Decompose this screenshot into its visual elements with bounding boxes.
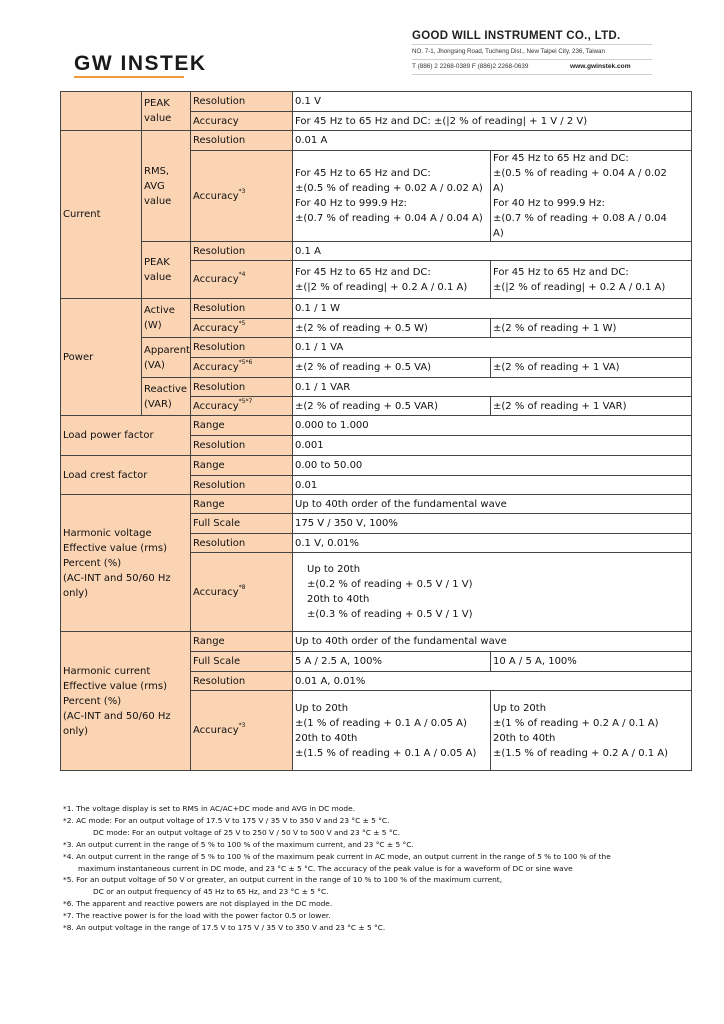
sub-peak-current: PEAK value xyxy=(142,242,191,299)
row-label: Accuracy xyxy=(191,112,293,131)
accuracy-col1: For 45 Hz to 65 Hz and DC: ±(0.5 % of reading + 0.02 A / 0.02 A) For 40 Hz to 999.9 Hz: ±(0.7 % of reading + 0.04 A / 0.04 A) xyxy=(293,151,491,242)
category-load-power-factor: Load power factor xyxy=(61,416,191,456)
row-value: 0.01 xyxy=(293,476,692,495)
footnote: *5. For an output voltage of 50 V or greater, an output current in the range of 10 % to 100 % of the maximum current, xyxy=(63,875,503,885)
footnote: DC or an output frequency of 45 Hz to 65 Hz, and 23 °C ± 5 °C. xyxy=(93,887,329,897)
row-label: Accuracy$^{*8}$ xyxy=(191,553,293,632)
accuracy-col2: Up to 20th ±(1 % of reading + 0.2 A / 0.1 A) 20th to 40th ±(1.5 % of reading + 0.2 A / 0.1 A) xyxy=(491,691,692,771)
row-label: Resolution xyxy=(191,92,293,112)
row-value: 0.1 / 1 W xyxy=(293,299,692,319)
row-label: Accuracy$^{*3}$ xyxy=(191,691,293,771)
header-divider xyxy=(412,44,652,45)
accuracy-col1: For 45 Hz to 65 Hz and DC: ±(|2 % of reading| + 0.2 A / 0.1 A) xyxy=(293,261,491,299)
fullscale-col1: 5 A / 2.5 A, 100% xyxy=(293,652,491,672)
footnotes xyxy=(63,803,611,934)
logo-accent-bar xyxy=(74,76,184,78)
row-value: 0.1 V xyxy=(293,92,692,112)
row-value: 0.01 A, 0.01% xyxy=(293,672,692,691)
row-label: Accuracy$^{*4}$ xyxy=(191,261,293,299)
footnote: maximum instantaneous current in DC mode, and 23 °C ± 5 °C. The accuracy of the peak value is for a waveform of DC or sine wave xyxy=(78,863,573,873)
accuracy-col2: For 45 Hz to 65 Hz and DC: ±(|2 % of reading| + 0.2 A / 0.1 A) xyxy=(491,261,692,299)
row-value: Up to 40th order of the fundamental wave xyxy=(293,495,692,514)
footnote: *4. An output current in the range of 5 % to 100 % of the maximum peak current in AC mode, an output current in the range of 5 % to 100 % of the xyxy=(63,851,611,861)
row-value: 0.01 A xyxy=(293,131,692,151)
accuracy-col2: ±(2 % of reading + 1 VAR) xyxy=(491,397,692,416)
row-value: 0.001 xyxy=(293,436,692,456)
category-harmonic-voltage: Harmonic voltage Effective value (rms) Percent (%) (AC-INT and 50/60 Hz only) xyxy=(61,495,191,632)
row-label: Accuracy$^{*3}$ xyxy=(191,151,293,242)
company-address: NO. 7-1, Jhongsing Road, Tucheng Dist., New Taipei City, 236, Taiwan xyxy=(412,48,605,55)
header-divider xyxy=(412,59,652,60)
continued-category-cell xyxy=(61,92,142,131)
category-current: Current xyxy=(61,131,142,299)
accuracy-value: Up to 20th ±(0.2 % of reading + 0.5 V / 1 V) 20th to 40th ±(0.3 % of reading + 0.5 V / 1 V) xyxy=(293,553,692,632)
row-label: Resolution xyxy=(191,436,293,456)
row-label: Resolution xyxy=(191,378,293,397)
footnote: DC mode: For an output voltage of 25 V to 250 V / 50 V to 500 V and 23 °C ± 5 °C. xyxy=(93,827,401,837)
accuracy-col1: ±(2 % of reading + 0.5 W) xyxy=(293,319,491,338)
sub-reactive-power: Reactive (VAR) xyxy=(142,378,191,416)
footnote: *8. An output voltage in the range of 17.5 V to 175 V / 35 V to 350 V and 23 °C ± 5 °C. xyxy=(63,923,386,933)
footnote: *3. An output current in the range of 5 % to 100 % of the maximum current, and 23 °C ± 5 °C. xyxy=(63,839,414,849)
company-name: GOOD WILL INSTRUMENT CO., LTD. xyxy=(412,30,621,42)
accuracy-col2: For 45 Hz to 65 Hz and DC: ±(0.5 % of reading + 0.04 A / 0.02 A) For 40 Hz to 999.9 Hz: ±(0.7 % of reading + 0.08 A / 0.04 A) xyxy=(491,151,692,242)
sub-apparent-power: Apparent (VA) xyxy=(142,338,191,378)
row-label: Resolution xyxy=(191,131,293,151)
row-value: 0.1 / 1 VAR xyxy=(293,378,692,397)
accuracy-col2: ±(2 % of reading + 1 W) xyxy=(491,319,692,338)
company-website: www.gwinstek.com xyxy=(570,63,631,70)
fullscale-col2: 10 A / 5 A, 100% xyxy=(491,652,692,672)
row-label: Full Scale xyxy=(191,514,293,534)
row-value: 0.00 to 50.00 xyxy=(293,456,692,476)
row-value: 0.1 A xyxy=(293,242,692,261)
accuracy-col1: ±(2 % of reading + 0.5 VAR) xyxy=(293,397,491,416)
row-value: 175 V / 350 V, 100% xyxy=(293,514,692,534)
row-label: Accuracy$^{*5*6}$ xyxy=(191,358,293,378)
category-load-crest-factor: Load crest factor xyxy=(61,456,191,495)
category-harmonic-current: Harmonic current Effective value (rms) Percent (%) (AC-INT and 50/60 Hz only) xyxy=(61,632,191,771)
category-power: Power xyxy=(61,299,142,416)
row-label: Range xyxy=(191,416,293,436)
row-value: Up to 40th order of the fundamental wave xyxy=(293,632,692,652)
row-label: Resolution xyxy=(191,242,293,261)
accuracy-col2: ±(2 % of reading + 1 VA) xyxy=(491,358,692,378)
company-logo: GW INSTEK xyxy=(74,52,207,75)
row-value: For 45 Hz to 65 Hz and DC: ±(|2 % of reading| + 1 V / 2 V) xyxy=(293,112,692,131)
accuracy-col1: Up to 20th ±(1 % of reading + 0.1 A / 0.05 A) 20th to 40th ±(1.5 % of reading + 0.1 A / 0.05 A) xyxy=(293,691,491,771)
company-phone: T (886) 2 2268-0389 F (886)2 2268-0639 xyxy=(412,63,529,70)
header-divider xyxy=(412,74,652,75)
row-value: 0.1 / 1 VA xyxy=(293,338,692,358)
row-value: 0.000 to 1.000 xyxy=(293,416,692,436)
row-label: Accuracy$^{*5*7}$ xyxy=(191,397,293,416)
footnote: *7. The reactive power is for the load with the power factor 0.5 or lower. xyxy=(63,911,331,921)
row-label: Resolution xyxy=(191,672,293,691)
spec-table xyxy=(60,91,692,771)
peak-voltage-sub: PEAK value xyxy=(142,92,191,131)
row-label: Resolution xyxy=(191,299,293,319)
accuracy-col1: ±(2 % of reading + 0.5 VA) xyxy=(293,358,491,378)
row-label: Range xyxy=(191,632,293,652)
row-label: Range xyxy=(191,456,293,476)
row-label: Full Scale xyxy=(191,652,293,672)
row-label: Resolution xyxy=(191,534,293,553)
row-label: Resolution xyxy=(191,338,293,358)
footnote: *2. AC mode: For an output voltage of 17.5 V to 175 V / 35 V to 350 V and 23 °C ± 5 °C. xyxy=(63,815,390,825)
footnote: *6. The apparent and reactive powers are not displayed in the DC mode. xyxy=(63,899,333,909)
row-label: Resolution xyxy=(191,476,293,495)
sub-active-power: Active (W) xyxy=(142,299,191,338)
sub-rms-avg: RMS, AVG value xyxy=(142,131,191,242)
footnote: *1. The voltage display is set to RMS in AC/AC+DC mode and AVG in DC mode. xyxy=(63,804,355,813)
row-value: 0.1 V, 0.01% xyxy=(293,534,692,553)
row-label: Accuracy$^{*5}$ xyxy=(191,319,293,338)
row-label: Range xyxy=(191,495,293,514)
